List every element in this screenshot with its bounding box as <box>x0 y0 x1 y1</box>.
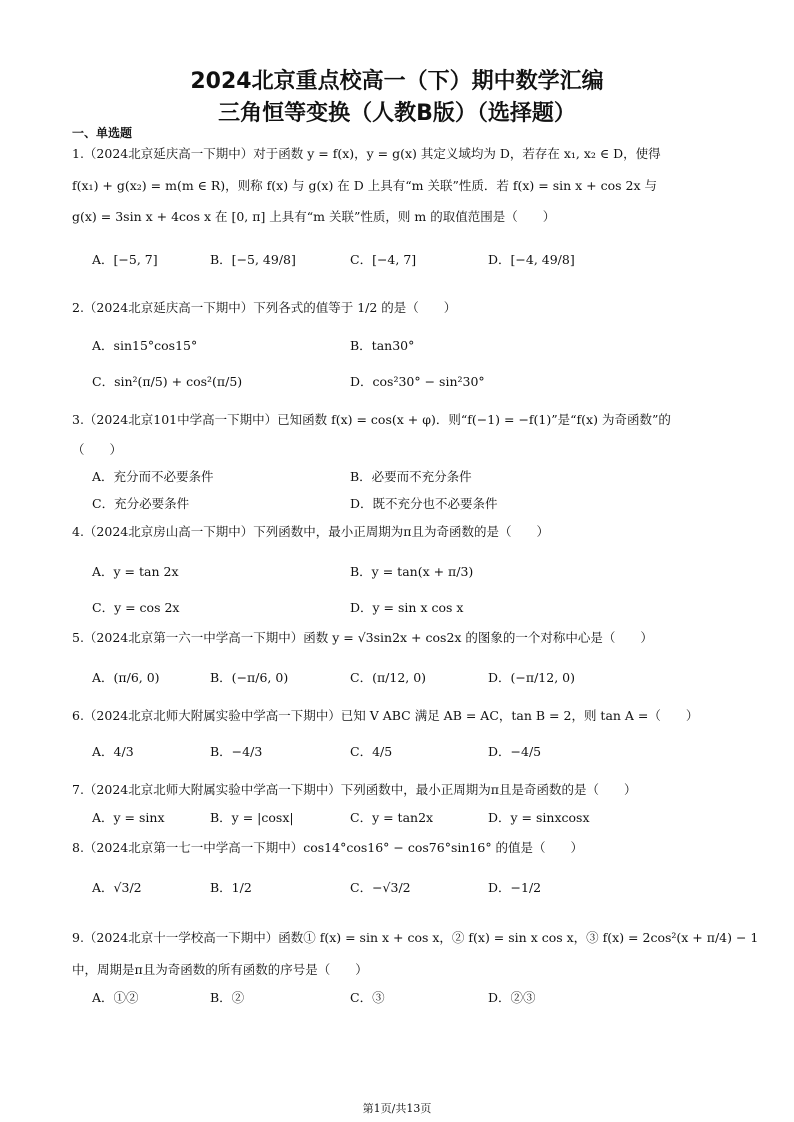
question-9-line-1: 9.（2024北京十一学校高一下期中）函数① f(x) = sin x + cos x，② f(x) = sin x cos x，③ f(x) = 2cos²(x + π/4) − 1 <box>72 930 759 945</box>
question-3-line-1: 3.（2024北京101中学高一下期中）已知函数 f(x) = cos(x + φ)．则“f(−1) = −f(1)”是“f(x) 为奇函数”的 <box>72 412 671 427</box>
question-4-option-b: B．y = tan(x + π/3) <box>350 564 474 579</box>
question-5-option-d: D．(−π/12, 0) <box>488 670 575 685</box>
question-2-option-b: B．tan30° <box>350 338 415 353</box>
question-2-option-c: C．sin²(π/5) + cos²(π/5) <box>92 374 243 389</box>
question-1-line-1: 1.（2024北京延庆高一下期中）对于函数 y = f(x)，y = g(x) 其定义域均为 D，若存在 x₁, x₂ ∈ D，使得 <box>72 146 661 161</box>
question-7-option-c: C．y = tan2x <box>350 810 434 825</box>
question-8-option-b: B．1/2 <box>210 880 252 895</box>
question-6-option-d: D．−4/5 <box>488 744 542 759</box>
question-1-option-b: B．[−5, 49/8] <box>210 252 296 267</box>
question-3-line-2: （ ） <box>72 442 123 457</box>
document-title-line-2: 三角恒等变换（人教B版）（选择题） <box>218 101 576 126</box>
question-1-line-2: f(x₁) + g(x₂) = m(m ∈ R)，则称 f(x) 与 g(x) 在 D 上具有“m 关联”性质．若 f(x) = sin x + cos 2x 与 <box>72 178 657 193</box>
question-3-option-b: B．必要而不充分条件 <box>350 469 472 484</box>
question-4-option-c: C．y = cos 2x <box>92 600 180 615</box>
question-1-option-c: C．[−4, 7] <box>350 252 417 267</box>
question-6-stem: 6.（2024北京北师大附属实验中学高一下期中）已知 V ABC 满足 AB = AC，tan B = 2，则 tan A =（ ） <box>72 708 699 723</box>
page-footer: 第1页/共13页 <box>362 1102 432 1115</box>
question-7-stem: 7.（2024北京北师大附属实验中学高一下期中）下列函数中，最小正周期为π且是奇函数的是（ ） <box>72 782 637 797</box>
question-3-option-c: C．充分必要条件 <box>92 496 190 511</box>
document-title-line-1: 2024北京重点校高一（下）期中数学汇编 <box>190 69 604 94</box>
question-2-option-d: D．cos²30° − sin²30° <box>350 374 485 389</box>
question-9-option-d: D．②③ <box>488 990 536 1005</box>
question-4-option-d: D．y = sin x cos x <box>350 600 464 615</box>
question-4-stem: 4.（2024北京房山高一下期中）下列函数中，最小正周期为π且为奇函数的是（ ） <box>72 524 549 539</box>
question-5-option-a: A．(π/6, 0) <box>92 670 160 685</box>
question-2-stem: 2.（2024北京延庆高一下期中）下列各式的值等于 1/2 的是（ ） <box>72 300 457 315</box>
question-9-option-b: B．② <box>210 990 245 1005</box>
question-6-option-c: C．4/5 <box>350 744 393 759</box>
question-6-option-b: B．−4/3 <box>210 744 263 759</box>
question-9-option-a: A．①② <box>92 990 139 1005</box>
question-8-option-a: A．√3/2 <box>92 880 142 895</box>
question-5-option-c: C．(π/12, 0) <box>350 670 427 685</box>
question-9-option-c: C．③ <box>350 990 385 1005</box>
question-1-option-a: A．[−5, 7] <box>92 252 158 267</box>
question-6-option-a: A．4/3 <box>92 744 134 759</box>
question-4-option-a: A．y = tan 2x <box>92 564 179 579</box>
question-1-option-d: D．[−4, 49/8] <box>488 252 575 267</box>
question-1-line-3: g(x) = 3sin x + 4cos x 在 [0, π] 上具有“m 关联”性质，则 m 的取值范围是（ ） <box>72 209 556 224</box>
question-8-option-c: C．−√3/2 <box>350 880 411 895</box>
question-7-option-b: B．y = |cosx| <box>210 810 294 825</box>
question-5-option-b: B．(−π/6, 0) <box>210 670 289 685</box>
question-8-option-d: D．−1/2 <box>488 880 542 895</box>
question-7-option-a: A．y = sinx <box>92 810 165 825</box>
question-7-option-d: D．y = sinxcosx <box>488 810 590 825</box>
question-3-option-a: A．充分而不必要条件 <box>92 469 214 484</box>
question-9-line-2: 中，周期是π且为奇函数的所有函数的序号是（ ） <box>72 962 368 977</box>
question-3-option-d: D．既不充分也不必要条件 <box>350 496 498 511</box>
question-8-stem: 8.（2024北京第一七一中学高一下期中）cos14°cos16° − cos76°sin16° 的值是（ ） <box>72 840 584 855</box>
question-5-stem: 5.（2024北京第一六一中学高一下期中）函数 y = √3sin2x + cos2x 的图象的一个对称中心是（ ） <box>72 630 653 645</box>
section-heading: 一、单选题 <box>72 126 133 140</box>
question-2-option-a: A．sin15°cos15° <box>92 338 198 353</box>
